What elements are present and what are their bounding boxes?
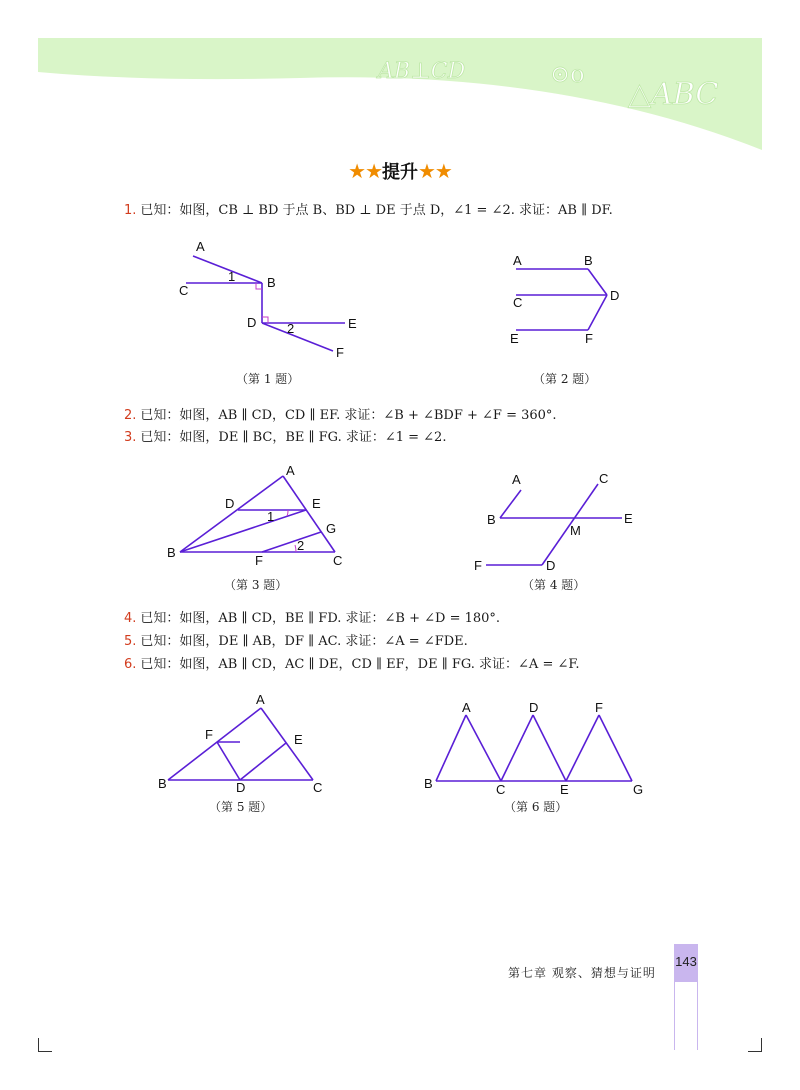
fig1-label-f: F <box>336 345 344 360</box>
fig5-label-d: D <box>236 780 246 795</box>
header-banner <box>0 0 800 160</box>
fig5-label-f: F <box>205 727 213 742</box>
figure-2-caption: （第 2 题） <box>533 372 597 386</box>
fig2-label-c: C <box>513 295 523 310</box>
figure-5 <box>155 690 330 796</box>
fig2-label-a: A <box>513 253 522 268</box>
problem-2 <box>124 407 557 425</box>
page-tab-line-right <box>697 982 698 1050</box>
figure-4 <box>470 466 640 572</box>
fig3-label-d: D <box>225 496 235 511</box>
fig6-label-d: D <box>529 700 539 715</box>
fig1-label-a: A <box>196 239 205 254</box>
chapter-footer: 第七章 观察、猜想与证明 <box>508 966 656 980</box>
fig2-label-e: E <box>510 331 519 346</box>
fig1-label-c: C <box>179 283 189 298</box>
problem-5 <box>124 633 468 651</box>
fig4-label-f: F <box>474 558 482 572</box>
problem-3 <box>124 429 446 447</box>
figure-2 <box>505 250 625 350</box>
page-number: 143 <box>674 944 698 982</box>
fig3-label-e: E <box>312 496 321 511</box>
fig3-label-angle2: 2 <box>297 538 305 553</box>
fig4-label-a: A <box>512 472 521 487</box>
problem-text: 已知：如图，AB ∥ CD，AC ∥ DE，CD ∥ EF，DE ∥ FG. 求证：∠A = ∠F. <box>140 657 580 672</box>
figure-3 <box>160 460 360 572</box>
figure-4-caption: （第 4 题） <box>522 578 586 592</box>
figure-1 <box>170 236 370 364</box>
problem-text: 已知：如图，CB ⊥ BD 于点 B、BD ⊥ DE 于点 D，∠1 = ∠2. 求证：AB ∥ DF. <box>140 203 613 218</box>
problem-number: 4. <box>124 611 137 626</box>
crop-mark-bottom-left <box>38 1038 52 1052</box>
section-title: 提升 <box>382 162 418 183</box>
banner-deco-triangle: △ABC <box>628 77 719 112</box>
problem-number: 5. <box>124 634 137 649</box>
fig4-label-d: D <box>546 558 556 572</box>
star-icon-right: ★★ <box>418 159 452 183</box>
fig1-label-angle1: 1 <box>228 269 236 284</box>
crop-mark-bottom-right <box>748 1038 762 1052</box>
fig6-label-a: A <box>462 700 471 715</box>
fig4-label-c: C <box>599 471 609 486</box>
fig4-label-m: M <box>570 523 581 538</box>
fig3-label-f: F <box>255 553 263 568</box>
fig5-label-c: C <box>313 780 323 795</box>
problem-text: 已知：如图，AB ∥ CD，CD ∥ EF. 求证：∠B + ∠BDF + ∠F = 360°. <box>140 408 557 423</box>
fig6-label-c: C <box>496 782 506 796</box>
fig5-label-a: A <box>256 692 265 707</box>
problem-text: 已知：如图，DE ∥ AB，DF ∥ AC. 求证：∠A = ∠FDE. <box>140 634 468 649</box>
star-icon-left: ★★ <box>348 159 382 183</box>
fig6-label-g: G <box>633 782 644 796</box>
problem-6 <box>124 656 580 674</box>
fig6-label-e: E <box>560 782 569 796</box>
problem-4 <box>124 610 500 628</box>
fig3-label-g: G <box>326 521 337 536</box>
fig6-label-b: B <box>424 776 433 791</box>
fig6-label-f: F <box>595 700 603 715</box>
figure-6-caption: （第 6 题） <box>504 800 568 814</box>
fig3-label-b: B <box>167 545 176 560</box>
fig1-label-d: D <box>247 315 257 330</box>
problem-text: 已知：如图，DE ∥ BC，BE ∥ FG. 求证：∠1 = ∠2. <box>140 430 447 445</box>
fig5-label-b: B <box>158 776 167 791</box>
fig3-label-a: A <box>286 463 295 478</box>
fig4-label-b: B <box>487 512 496 527</box>
problem-number: 6. <box>124 657 137 672</box>
banner-deco-circle: ⊙o <box>550 60 585 88</box>
fig2-label-d: D <box>610 288 620 303</box>
banner-deco-perpendicular: AB⊥CD <box>378 59 466 84</box>
figure-1-caption: （第 1 题） <box>236 372 300 386</box>
section-heading <box>0 158 800 184</box>
figure-5-caption: （第 5 题） <box>209 800 273 814</box>
figure-6 <box>420 698 652 796</box>
fig3-label-c: C <box>333 553 343 568</box>
problem-number: 3. <box>124 430 137 445</box>
problem-1 <box>124 202 613 220</box>
fig2-label-b: B <box>584 253 593 268</box>
problem-number: 2. <box>124 408 137 423</box>
fig2-label-f: F <box>585 331 593 346</box>
fig5-label-e: E <box>294 732 303 747</box>
problem-text: 已知：如图，AB ∥ CD，BE ∥ FD. 求证：∠B + ∠D = 180°. <box>140 611 501 626</box>
problem-number: 1. <box>124 203 137 218</box>
page-tab-line-left <box>674 982 675 1050</box>
fig4-label-e: E <box>624 511 633 526</box>
figure-3-caption: （第 3 题） <box>224 578 288 592</box>
fig1-label-angle2: 2 <box>287 321 295 336</box>
fig1-label-e: E <box>348 316 357 331</box>
fig3-label-angle1: 1 <box>267 509 275 524</box>
fig1-label-b: B <box>267 275 276 290</box>
